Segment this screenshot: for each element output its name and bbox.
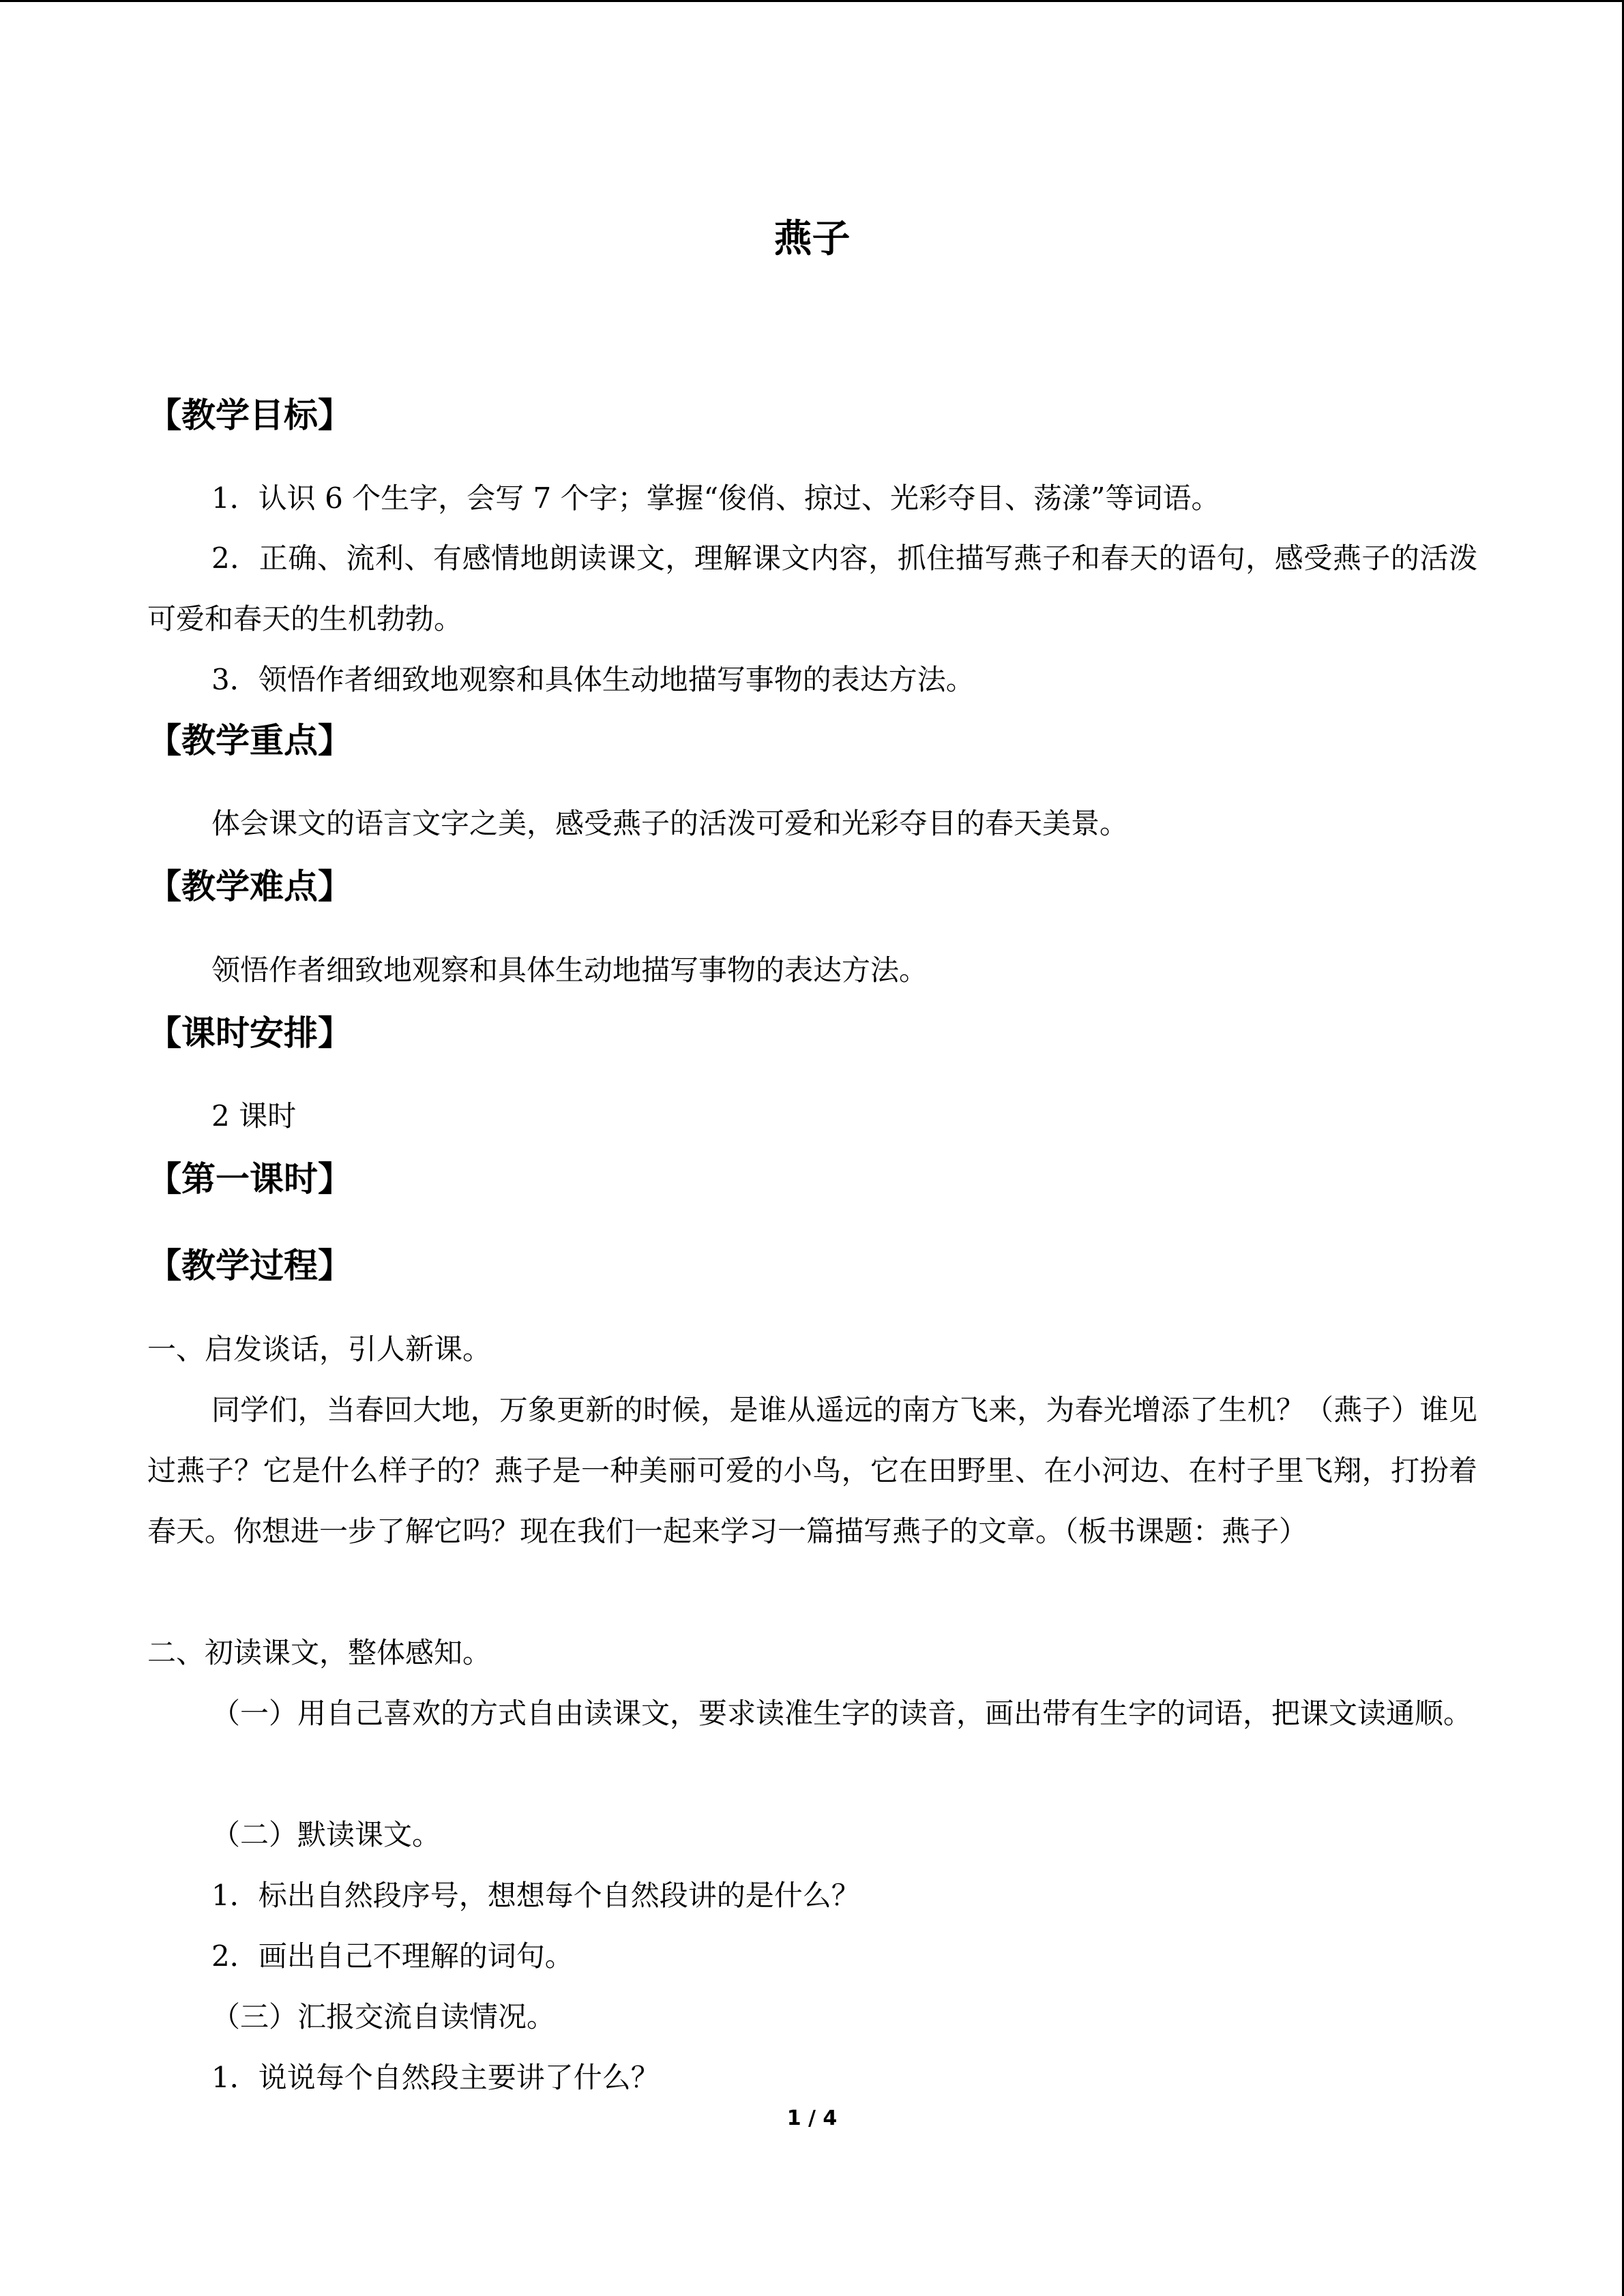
step2-sub2-item1: 1．标出自然段序号，想想每个自然段讲的是什么？	[211, 1879, 860, 1912]
step2-sub1: （一）用自己喜欢的方式自由读课文，要求读准生字的读音，画出带有生字的词语，把课文读通顺。	[211, 1697, 1473, 1730]
heading-teaching-goals: 【教学目标】	[147, 396, 352, 435]
page-number: 1 / 4	[786, 2106, 838, 2130]
goal-item-2: 2．正确、流利、有感情地朗读课文，理解课文内容，抓住描写燕子和春天的语句，感受燕子的活泼可爱和春天的生机勃勃。	[147, 541, 1477, 636]
step1-text: 同学们，当春回大地，万象更新的时候，是谁从遥远的南方飞来，为春光增添了生机？（燕子）谁见过燕子？它是什么样子的？燕子是一种美丽可爱的小鸟，它在田野里、在小河边、在村子里飞翔，打扮着春天。你想进一步了解它吗？现在我们一起来学习一篇描写燕子的文章。（板书课题：燕子）	[147, 1393, 1477, 1548]
key-points-text: 体会课文的语言文字之美，感受燕子的活泼可爱和光彩夺目的春天美景。	[211, 807, 1129, 840]
step2-sub2-item2: 2．画出自己不理解的词句。	[211, 1939, 574, 1973]
heading-first-lesson: 【第一课时】	[147, 1159, 352, 1199]
heading-difficulties: 【教学难点】	[147, 867, 352, 906]
step1-title: 一、启发谈话，引人新课。	[147, 1332, 492, 1366]
step2-sub2: （二）默读课文。	[211, 1818, 441, 1851]
step2-title: 二、初读课文，整体感知。	[147, 1636, 492, 1669]
document-title: 燕子	[773, 217, 851, 261]
goal-item-1: 1．认识 6 个生字，会写 7 个字；掌握“俊俏、掠过、光彩夺目、荡漾”等词语。	[211, 481, 1220, 515]
goal-item-3: 3．领悟作者细致地观察和具体生动地描写事物的表达方法。	[211, 663, 975, 696]
heading-schedule: 【课时安排】	[147, 1013, 352, 1053]
step2-sub3: （三）汇报交流自读情况。	[211, 2000, 556, 2033]
difficulties-text: 领悟作者细致地观察和具体生动地描写事物的表达方法。	[211, 953, 928, 987]
schedule-text: 2 课时	[211, 1099, 297, 1133]
heading-teaching-process: 【教学过程】	[147, 1246, 352, 1285]
step2-sub3-item1: 1．说说每个自然段主要讲了什么？	[211, 2061, 660, 2094]
heading-key-points: 【教学重点】	[147, 721, 352, 760]
